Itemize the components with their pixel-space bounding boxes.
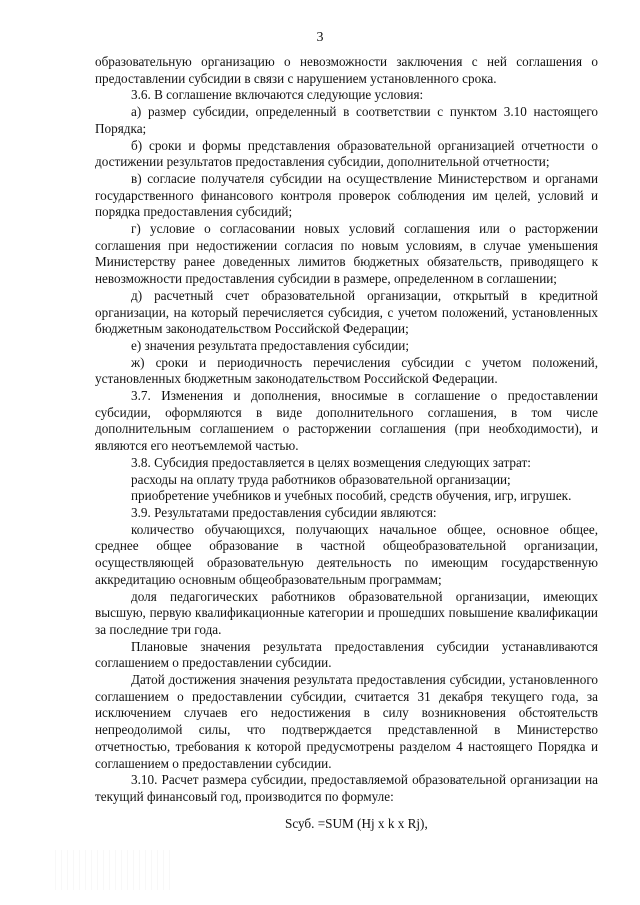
paragraph: расходы на оплату труда работников образовательной организации; [131,471,511,487]
paragraph: ж) сроки и периодичность перечисления субсидии с учетом положений, установленных бюджетным законодательством Российской Федерации. [95,354,598,387]
paragraph: Датой достижения значения результата предоставления субсидии, установленного соглашением о предоставлении субсидии, считается 31 декабря текущего года, за исключением случаев его недостижения в силу возникновения обстоятельств непреодолимой силы, что подтверждается представленной в Министерство отчетностью, требования к которой предусмотрены разделом 4 настоящего Порядка и соглашением о предоставлении субсидии. [95,672,598,771]
paragraph: 3.8. Субсидия предоставляется в целях возмещения следующих затрат: [131,454,531,470]
document-body [95,54,598,832]
paragraph: г) условие о согласовании новых условий соглашения или о расторжении соглашения при недостижении согласия по новым условиям, в случае уменьшения Министерству ранее доведенных лимитов бюджетных обязательств, приводящего к невозможности предоставления субсидии в размере, определенном в соглашении; [95,221,598,287]
paragraph: 3.7. Изменения и дополнения, вносимые в соглашение о предоставлении субсидии, оформляются в виде дополнительного соглашения, в том числе дополнительным соглашением о расторжении соглашения (при необходимости), и являются его неотъемлемой частью. [95,388,598,454]
paragraph: е) значения результата предоставления субсидии; [131,337,410,353]
paragraph: приобретение учебников и учебных пособий, средств обучения, игр, игрушек. [131,488,572,504]
page-number: 3 [316,30,324,45]
formula: Sсуб. =SUM (Hj x k x Rj), [285,815,428,831]
paragraph: доля педагогических работников образовательной организации, имеющих высшую, первую квалификационные категории и прошедших повышение квалификации за последние три года. [95,588,598,637]
paragraph: 3.10. Расчет размера субсидии, предоставляемой образовательной организации на текущий финансовый год, производится по формуле: [95,772,598,804]
paragraph: в) согласие получателя субсидии на осуществление Министерством и органами государственного финансового контроля проверок соблюдения им целей, условий и порядка предоставления субсидий; [95,170,598,220]
paragraph: 3.6. В соглашение включаются следующие условия: [131,87,424,103]
paragraph: б) сроки и формы представления образовательной организацией отчетности о достижении результатов предоставления субсидии, дополнительной отчетности; [95,137,598,170]
paragraph: д) расчетный счет образовательной организации, открытый в кредитной организации, на который перечисляется субсидия, с учетом положений, установленных бюджетным законодательством Российской Федерации; [95,287,598,337]
scan-artifact [55,850,175,890]
paragraph: а) размер субсидии, определенный в соответствии с пунктом 3.10 настоящего Порядка; [95,104,598,136]
paragraph: 3.9. Результатами предоставления субсидии являются: [131,504,437,520]
paragraph: Плановые значения результата предоставления субсидии устанавливаются соглашением о предоставлении субсидии. [95,638,598,671]
paragraph: образовательную организацию о невозможности заключения с ней соглашения о предоставлении субсидии в связи с нарушением установленного срока. [95,54,598,86]
paragraph: количество обучающихся, получающих начальное общее, основное общее, среднее общее образование в частной общеобразовательной организации, осуществляющей образовательную деятельность по имеющим государственную аккредитацию основным общеобразовательным программам; [95,521,598,587]
